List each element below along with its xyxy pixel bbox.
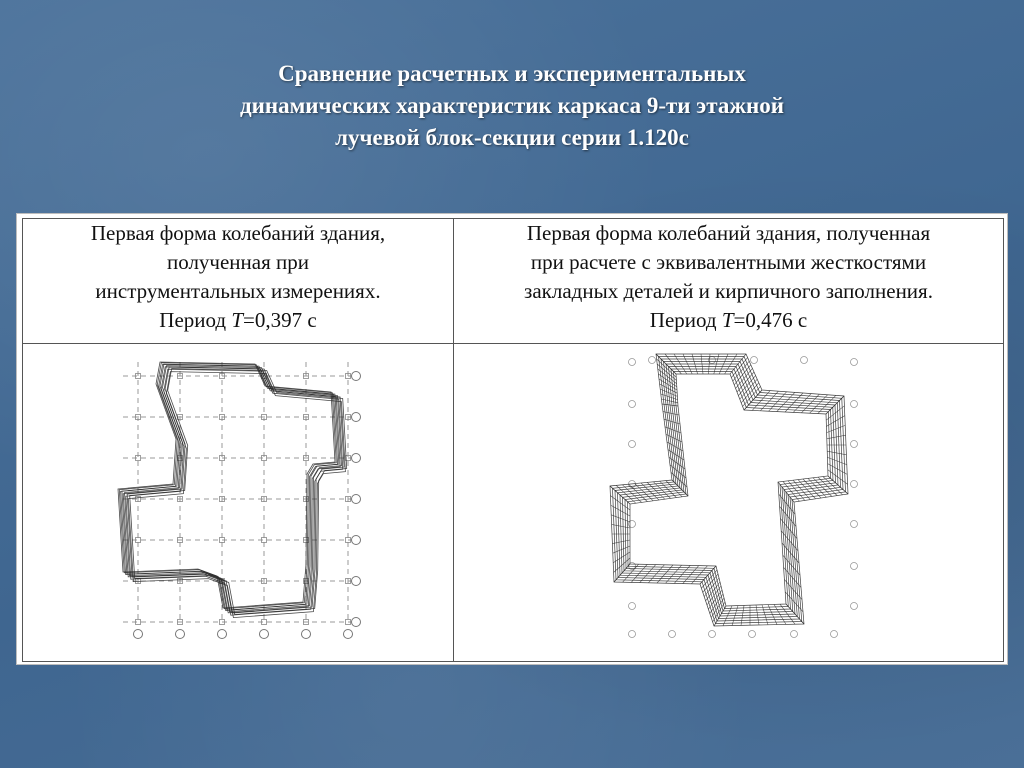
computed-mode-shape-drawing (454, 344, 1006, 658)
axis-bubble (851, 481, 858, 488)
left-figure-cell (23, 344, 454, 662)
axis-bubble (791, 631, 798, 638)
right-caption-line-3: закладных деталей и кирпичного заполнения. (524, 279, 933, 303)
axis-bubble (352, 454, 361, 463)
axis-bubble (629, 401, 636, 408)
axis-bubble (352, 413, 361, 422)
axis-bubble (344, 630, 353, 639)
axis-bubble (851, 441, 858, 448)
axis-bubble (629, 441, 636, 448)
wall-hatch-line (793, 394, 811, 413)
wall-hatch-line (752, 391, 770, 411)
axis-bubble (751, 357, 758, 364)
axis-bubble (851, 401, 858, 408)
axis-bubble (649, 357, 656, 364)
wall-hatch-line (810, 395, 828, 413)
axis-bubble (669, 631, 676, 638)
left-caption-line-3: инструментальных измерениях. (95, 279, 381, 303)
right-caption-line-2: при расчете с эквивалентными жесткостями (530, 250, 927, 274)
axis-bubble (260, 630, 269, 639)
axis-bubble (709, 631, 716, 638)
left-caption-line-1: Первая форма колебаний здания, (90, 221, 386, 245)
title-line-3: лучевой блок-секции серии 1.120с (335, 125, 689, 150)
axis-bubble (176, 630, 185, 639)
axis-bubble (352, 577, 361, 586)
left-period: Период T=0,397 с (159, 308, 317, 332)
title-line-1: Сравнение расчетных и экспериментальных (278, 61, 746, 86)
axis-bubble (352, 372, 361, 381)
left-header-cell (23, 219, 454, 344)
axis-bubble (629, 631, 636, 638)
right-figure-cell (454, 344, 1004, 662)
axis-bubble (352, 618, 361, 627)
axis-bubble (629, 603, 636, 610)
axis-bubble (629, 359, 636, 366)
right-period: Период T=0,476 с (649, 308, 808, 332)
wall-hatch-line (777, 392, 795, 411)
comparison-table (22, 218, 1004, 662)
comparison-panel (16, 213, 1008, 665)
wall-band-outline (610, 354, 848, 626)
wall-hatch-line (785, 393, 803, 412)
axis-bubble (851, 521, 858, 528)
wall-hatch-line (769, 392, 787, 411)
axis-bubble (831, 631, 838, 638)
title-line-2: динамических характеристик каркаса 9-ти этажной (239, 93, 785, 118)
wall-hatch-line (801, 394, 819, 413)
wall-hatch-line (760, 391, 778, 411)
measured-mode-shape-drawing (23, 344, 453, 658)
axis-bubble (801, 357, 808, 364)
slide-title (150, 58, 874, 154)
left-caption-line-2: полученная при (166, 250, 309, 274)
axis-bubble (134, 630, 143, 639)
axis-bubble (851, 359, 858, 366)
axis-bubble (352, 536, 361, 545)
right-header-cell (454, 219, 1004, 344)
axis-bubble (352, 495, 361, 504)
measured-mode-shape-figure (23, 344, 453, 658)
axis-bubble (851, 563, 858, 570)
wall-hatch-line (660, 481, 677, 497)
wall-band-outline (613, 357, 846, 624)
computed-mode-shape-figure (454, 344, 1003, 658)
axis-bubble (302, 630, 311, 639)
axis-bubble (749, 631, 756, 638)
mode-shape-outline (118, 362, 335, 608)
axis-bubble (218, 630, 227, 639)
right-caption-line-1: Первая форма колебаний здания, полученная (526, 221, 931, 245)
axis-bubble (851, 603, 858, 610)
